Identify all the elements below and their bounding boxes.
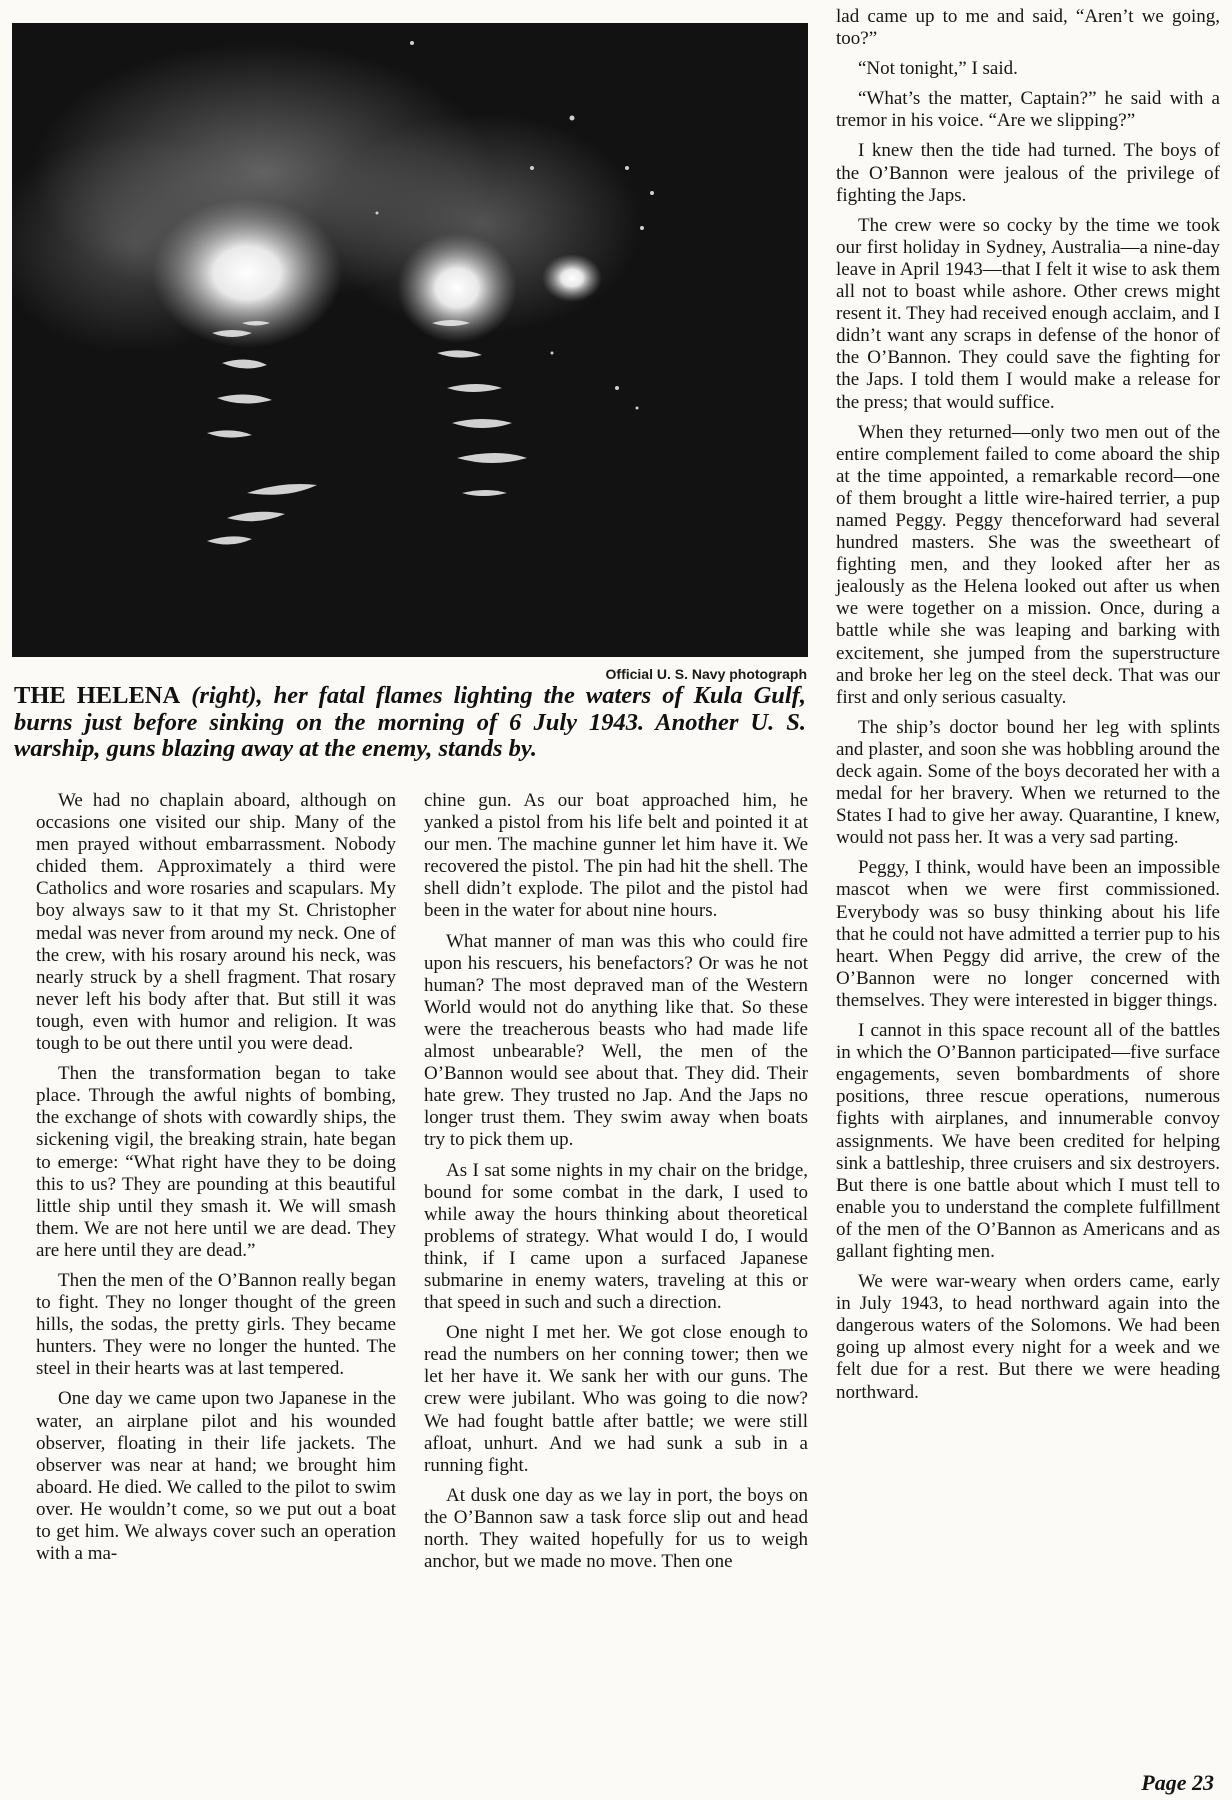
photo-credit: Official U. S. Navy photograph xyxy=(605,666,807,682)
paragraph: Then the men of the O’Bannon really began to fight. They no longer thought of the green hills, the sodas, the pretty girls. They became hunters. They were no longer the hunted. The steel in their hearts was at last tempered. xyxy=(36,1269,396,1380)
article-column-right xyxy=(836,6,1220,1412)
photo-caption xyxy=(14,683,806,763)
paragraph: The crew were so cocky by the time we took our first holiday in Sydney, Australia—a nine-day leave in April 1943—that I felt it wise to ask them all not to boast while ashore. Other crews might resent it. They had received enough acclaim, and I didn’t want any scraps in defense of the honor of the O’Bannon. They could save the fighting for the Japs. I told them I would make a release for the press; that would suffice. xyxy=(836,214,1220,413)
paragraph: Peggy, I think, would have been an impossible mascot when we were first commissioned. Everybody was so busy thinking about his life that he could not have admitted a terrier pup to his heart. When Peggy did arrive, the crew of the O’Bannon were no longer concerned with themselves. They were interested in bigger things. xyxy=(836,857,1220,1011)
paragraph: One day we came upon two Japanese in the water, an airplane pilot and his wounded observer, floating in their life jackets. The observer was near at hand; we brought him aboard. He died. We called to the pilot to swim over. He wouldn’t come, so we put out a boat to get him. We always cover such an operation with a ma- xyxy=(36,1388,396,1565)
paragraph: The ship’s doctor bound her leg with splints and plaster, and soon she was hobbling around the deck again. Some of the boys decorated her with a medal for her bravery. When we returned to the States I had to give her away. Quarantine, I knew, would not pass her. It was a very sad parting. xyxy=(836,716,1220,849)
caption-text: , her fatal flames lighting the waters of Kula Gulf, burns just before sinking on the morning of 6 July 1943. Another U. S. warship, guns blazing away at the enemy, stands by. xyxy=(14,682,807,762)
article-column-middle xyxy=(424,790,808,1581)
paragraph: “What’s the matter, Captain?” he said with a tremor in his voice. “Are we slipping?” xyxy=(836,88,1220,132)
night-battle-photograph xyxy=(12,23,808,657)
paragraph: We were war-weary when orders came, early in July 1943, to head northward again into the dangerous waters of the Solomons. We had been going up almost every night for a week and we felt due for a rest. But there we were heading northward. xyxy=(836,1271,1220,1403)
paragraph: When they returned—only two men out of the entire complement failed to come aboard the ship at the time appointed, a remarkable record—one of them brought a little wire-haired terrier, a pup named Peggy. Peggy thenceforward had several hundred masters. She was the sweetheart of fighting men, and they looked after her as jealously as the Helena looked out after us when we were together on a mission. Once, during a battle while she was leaping and barking with excitement, she jumped from the superstructure and broke her leg on the steel deck. That was our first and only serious casualty. xyxy=(836,421,1220,708)
paragraph: chine gun. As our boat approached him, he yanked a pistol from his life belt and pointed it at our men. The machine gunner let him have it. We recovered the pistol. The pin had hit the shell. The shell didn’t explode. The pilot and the pistol had been in the water for about nine hours. xyxy=(424,790,808,922)
paragraph: As I sat some nights in my chair on the bridge, bound for some combat in the dark, I used to while away the hours thinking about theoretical problems of strategy. What would I do, I would think, if I came upon a surfaced Japanese submarine in enemy waters, traveling at this or that speed in such and such a direction. xyxy=(424,1159,808,1314)
paragraph: lad came up to me and said, “Aren’t we going, too?” xyxy=(836,6,1220,50)
page-number: Page 23 xyxy=(1141,1770,1214,1795)
article-column-left xyxy=(36,790,396,1573)
paragraph: “Not tonight,” I said. xyxy=(858,58,1018,80)
paragraph: Then the transformation began to take place. Through the awful nights of bombing, the exchange of shots with cowardly ships, the sickening vigil, the breaking strain, hate began to emerge: “What right have they to be doing this to us? They are pounding at this beautiful little ship until they smash it. We will smash them. We are not here until we are dead. They are here until they are dead.” xyxy=(36,1063,396,1261)
paragraph: At dusk one day as we lay in port, the boys on the O’Bannon saw a task force slip out and head north. They waited hopefully for us to weigh anchor, but we made no move. Then one xyxy=(424,1484,808,1573)
paragraph: I cannot in this space recount all of the battles in which the O’Bannon participated—five surface engagements, seven bombardments of shore positions, three rescue operations, numerous fights with airplanes, and innumerable convoy assignments. We have been credited for helping sink a battleship, three cruisers and six destroyers. But there is one battle about which I must tell to enable you to understand the complete fulfillment of the men of the O’Bannon as Americans and as gallant fighting men. xyxy=(836,1020,1220,1262)
caption-title: THE HELENA xyxy=(14,682,181,709)
caption-right-note: (right) xyxy=(191,682,257,709)
paragraph: We had no chaplain aboard, although on occasions one visited our ship. Many of the men prayed without embarrassment. Nobody chided them. Approximately a third were Catholics and wore rosaries and scapulars. My boy always saw to it that my St. Christopher medal was never from around my neck. One of the crew, with his rosary around his neck, was nearly struck by a shell fragment. That rosary never left his body after that. But still it was tough, even with humor and religion. It was tough to be out there until you were dead. xyxy=(36,790,396,1055)
paragraph: I knew then the tide had turned. The boys of the O’Bannon were jealous of the privilege of fighting the Japs. xyxy=(836,140,1220,206)
paragraph: What manner of man was this who could fire upon his rescuers, his benefactors? Or was he not human? The most depraved man of the Western World would not do anything like that. So these were the treacherous beasts who had made life almost unbearable? Well, the men of the O’Bannon would see about that. They did. Their hate grew. They trusted no Jap. And the Japs no longer trust them. They swim away when boats try to pick them up. xyxy=(424,930,808,1151)
burning-ship-photo-image xyxy=(12,23,808,657)
paragraph: One night I met her. We got close enough to read the numbers on her conning tower; then we let her have it. We sank her with our guns. The crew were jubilant. Who was going to die now? We had fought battle after battle; we were still afloat, unhurt. And we had sunk a sub in a running fight. xyxy=(424,1322,808,1476)
